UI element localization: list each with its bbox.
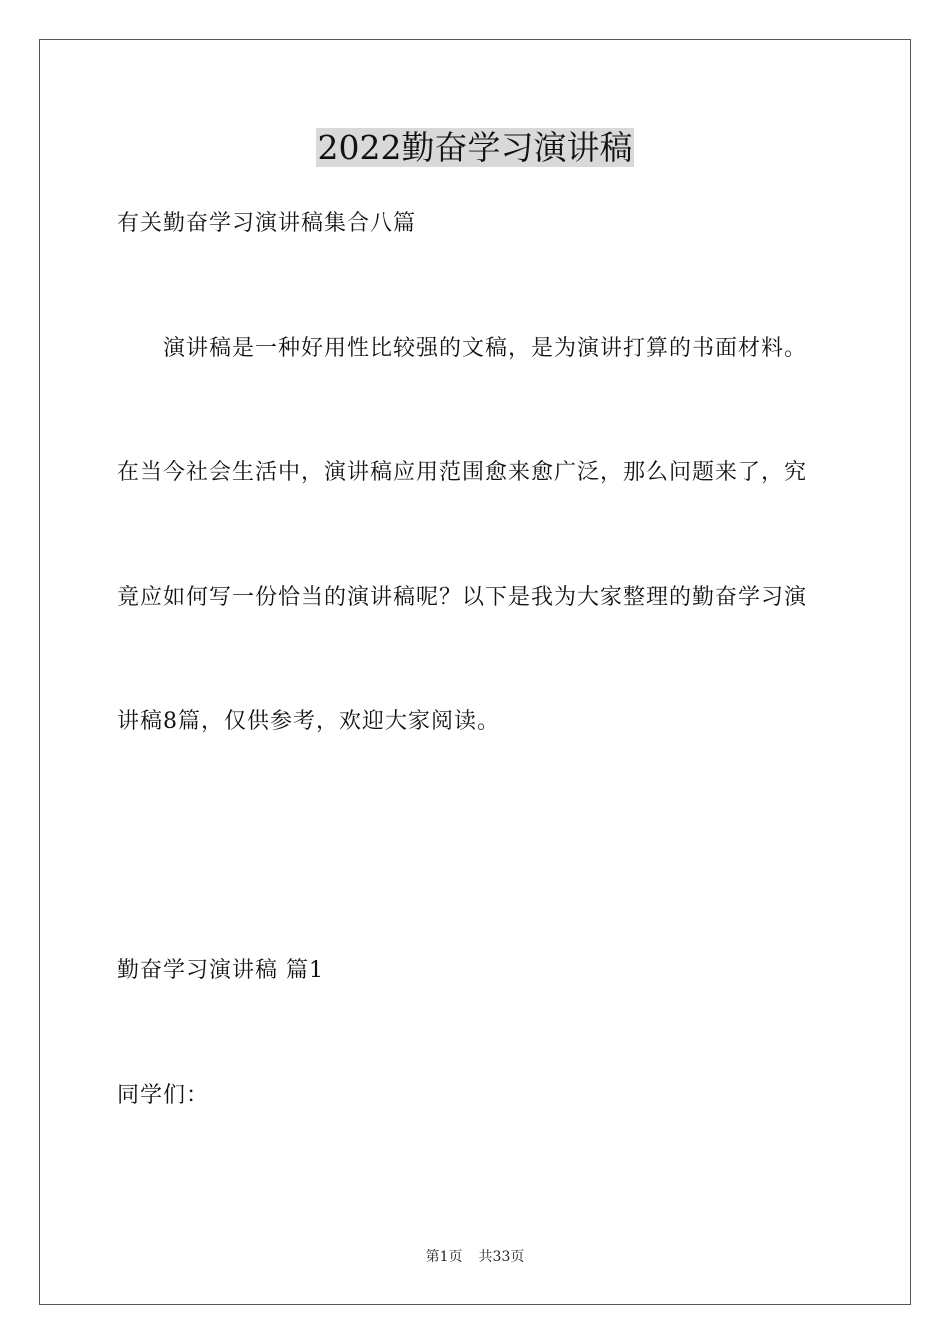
salutation: 同学们： bbox=[117, 1083, 210, 1108]
paragraph-line-1: 演讲稿是一种好用性比较强的文稿，是为演讲打算的书面材料。 bbox=[163, 336, 808, 361]
section-heading: 勤奋学习演讲稿 篇1 bbox=[117, 958, 324, 983]
page-number: 第1页 bbox=[425, 1249, 463, 1265]
paragraph-line-3: 竟应如何写一份恰当的演讲稿呢？以下是我为大家整理的勤奋学习演 bbox=[117, 585, 808, 610]
page-footer bbox=[0, 1247, 950, 1267]
page-total: 共33页 bbox=[478, 1249, 525, 1265]
paragraph-line-2: 在当今社会生活中，演讲稿应用范围愈来愈广泛，那么问题来了，究 bbox=[117, 460, 808, 485]
document-subtitle: 有关勤奋学习演讲稿集合八篇 bbox=[117, 211, 417, 236]
document-title: 2022勤奋学习演讲稿 bbox=[317, 128, 633, 167]
paragraph-line-4: 讲稿8篇，仅供参考，欢迎大家阅读。 bbox=[117, 709, 500, 734]
